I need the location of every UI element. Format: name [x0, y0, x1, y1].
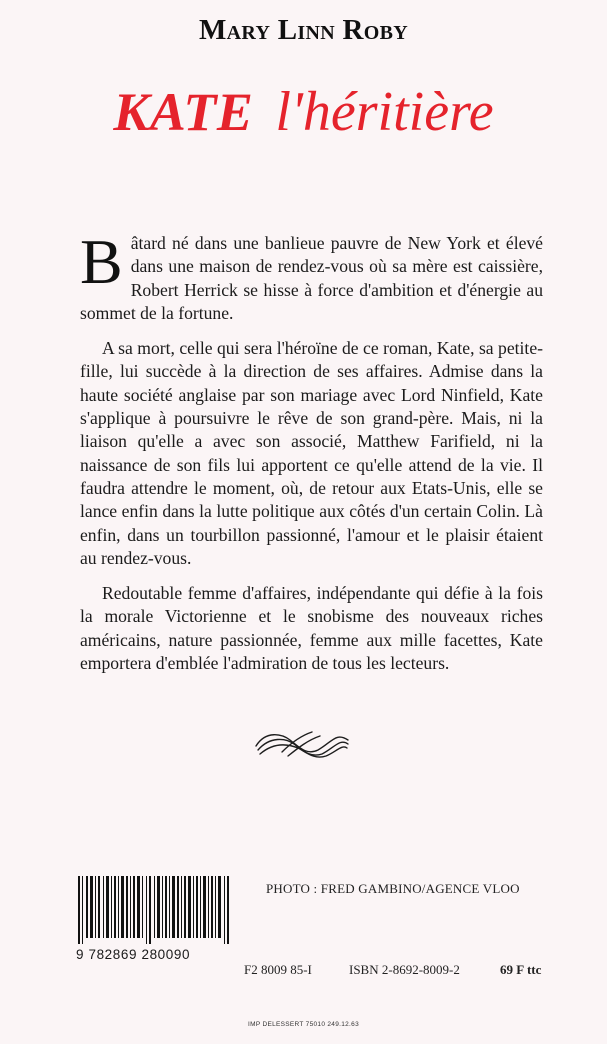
- blurb-paragraph-3: Redoutable femme d'affaires, indépendante qui défie à la fois la morale Victorienne et le snobisme des nouveaux riches américains, nature passionnée, femme aux mille facettes, Kate emportera d'emblée l'admiration de tous les lecteurs.: [80, 583, 543, 674]
- price-label: 69 F ttc: [500, 962, 542, 977]
- title-main: KATE: [113, 82, 254, 142]
- barcode-icon: [78, 876, 230, 944]
- author-name: Mary Linn Roby: [199, 14, 408, 46]
- printer-line: IMP DELESSERT 75010 249.12.63: [248, 1021, 359, 1028]
- barcode-number: 9 782869 280090: [76, 947, 191, 962]
- drop-cap: B: [80, 226, 123, 297]
- blurb-paragraph-2: A sa mort, celle qui sera l'héroïne de ce roman, Kate, sa petite-fille, lui succède à la direction de ses affaires. Admise dans la haute société anglaise par son mariage avec Lord Ninfield, Kate s'applique à poursuivre le rêve de son grand-père. Mais, ni la liaison qu'elle a avec son associé, Matthew Farifield, ni la naissance de son fils lui apportent ce qu'elle attend de la vie. Il faudra attendre le moment, où, de retour aux Etats-Unis, elle se lance enfin dans la lutte politique aux côtés d'un certain Colin. Là enfin, dans un tourbillon passionné, l'amour et le plaisir étaient au rendez-vous.: [80, 338, 543, 568]
- blurb-paragraph-1: [80, 226, 543, 325]
- photo-credit: PHOTO : FRED GAMBINO/AGENCE VLOO: [266, 881, 520, 896]
- title-subtitle: l'héritière: [275, 81, 494, 143]
- blurb-paragraph-1-text: âtard né dans une banlieue pauvre de New York et élevé dans une maison de rendez-vous où sa mère est caissière, Robert Herrick se hisse à force d'ambition et d'énergie au sommet de la fortune.: [80, 233, 543, 323]
- isbn-number: ISBN 2-8692-8009-2: [349, 962, 460, 977]
- blurb-text: [80, 226, 543, 687]
- book-title: [0, 80, 607, 144]
- flourish-ornament-icon: [252, 726, 352, 762]
- catalog-code: F2 8009 85-I: [244, 962, 312, 977]
